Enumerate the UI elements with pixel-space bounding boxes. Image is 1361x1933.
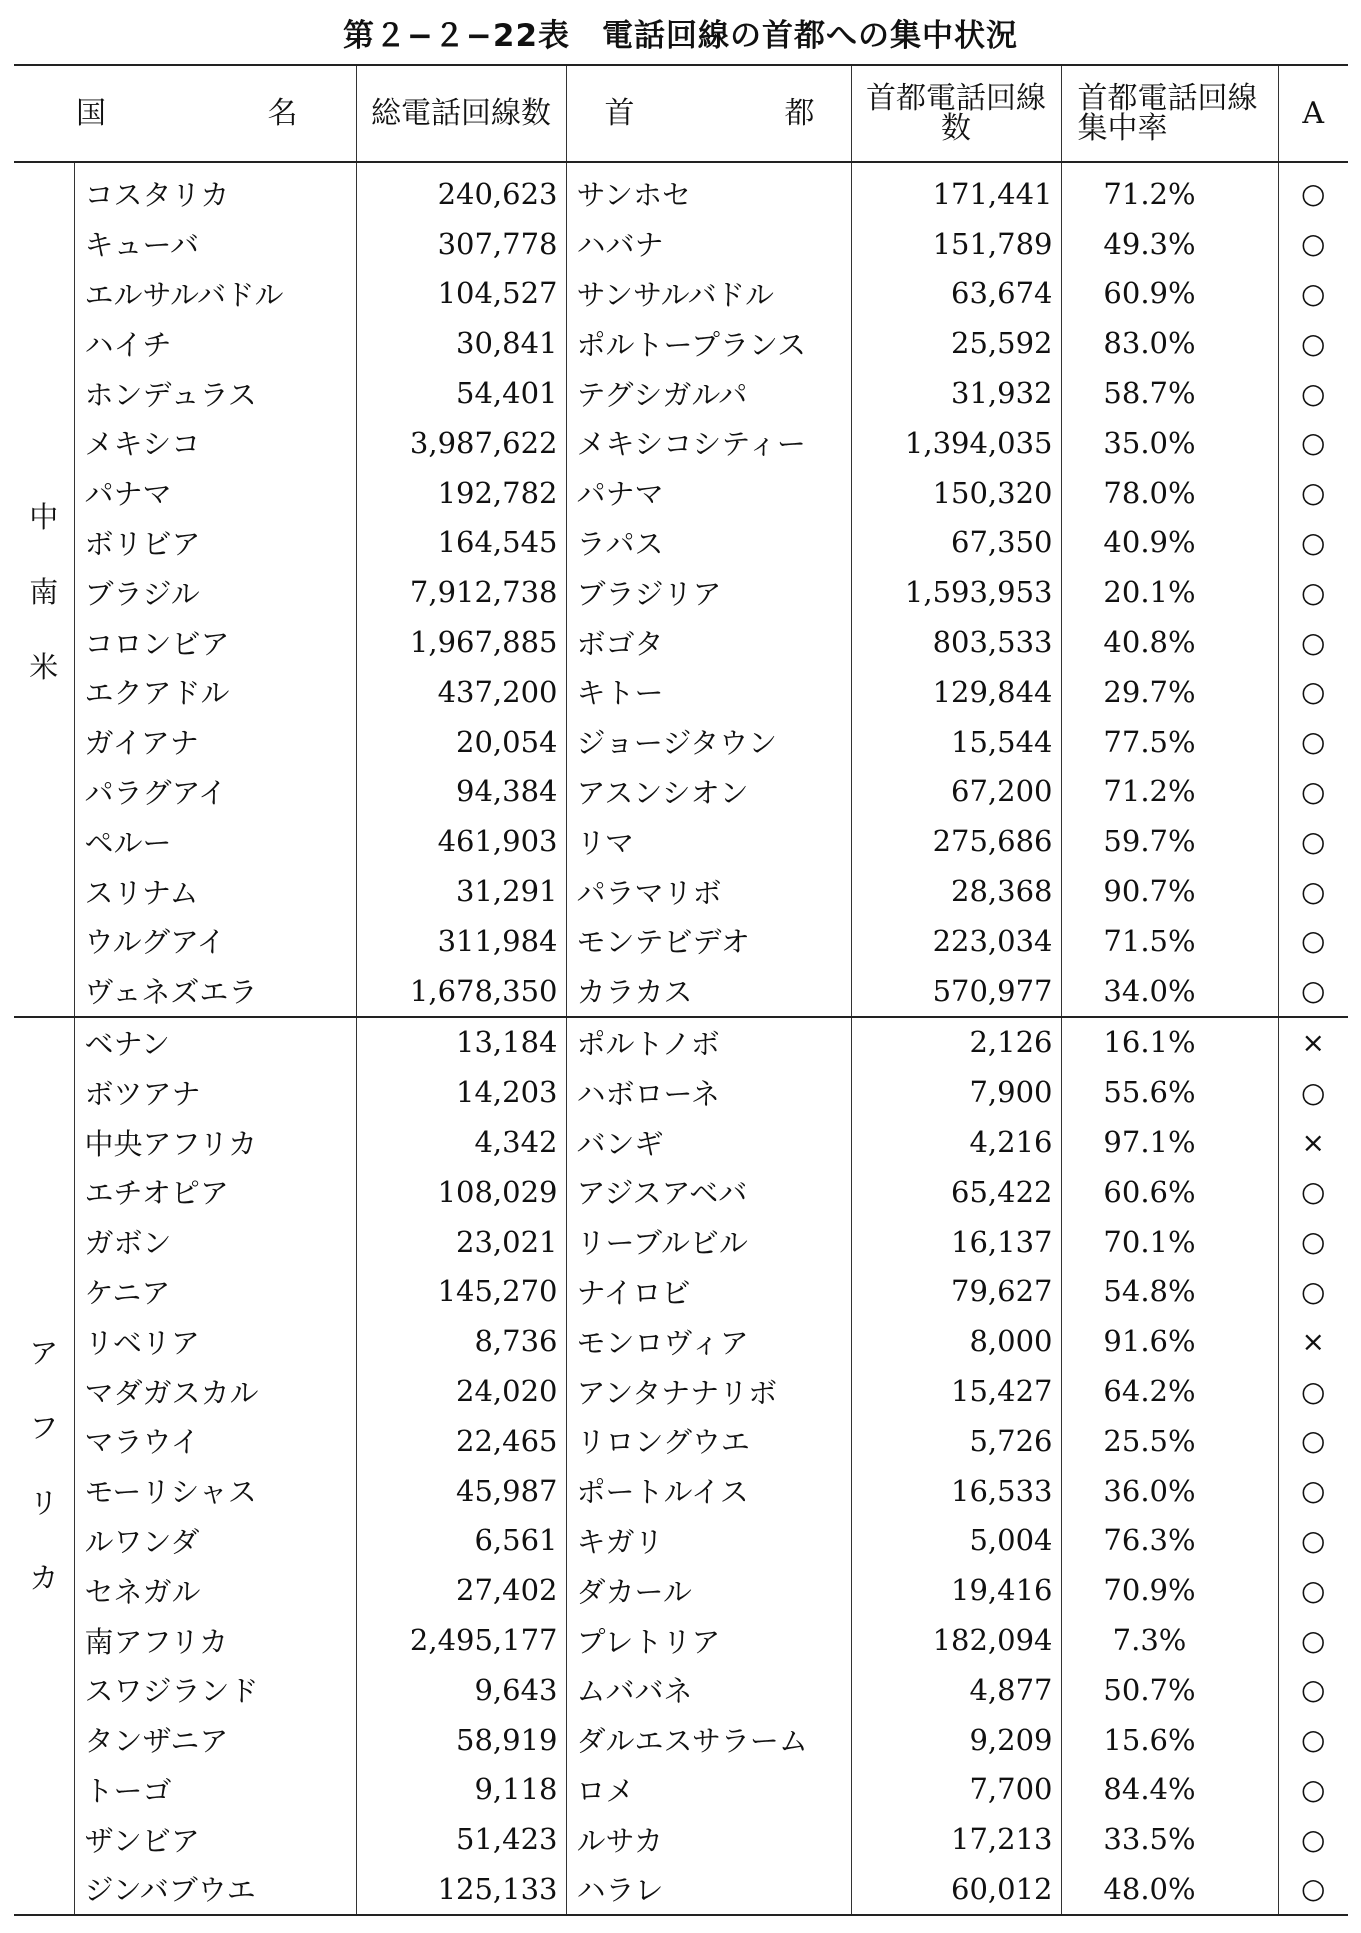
country-cell: エルサルバドル — [74, 269, 356, 319]
region-name-char: 米 — [29, 649, 59, 684]
a-mark-cell: ○ — [1278, 1067, 1348, 1117]
region-name-char: 南 — [29, 574, 59, 609]
table-body — [14, 162, 1348, 1915]
capital-lines-cell: 16,533 — [851, 1466, 1061, 1516]
region-name-char: ア — [29, 1335, 59, 1370]
total-lines-cell: 8,736 — [356, 1316, 566, 1366]
header-rate-line1: 首都電話回線 — [1077, 80, 1258, 116]
country-cell: エクアドル — [74, 667, 356, 717]
a-mark-cell: ○ — [1278, 1864, 1348, 1915]
concentration-rate-cell: 84.4% — [1061, 1765, 1278, 1815]
concentration-rate-cell: 90.7% — [1061, 866, 1278, 916]
capital-cell: バンギ — [566, 1117, 851, 1167]
table-row — [14, 1565, 1348, 1615]
a-mark-cell: ○ — [1278, 219, 1348, 269]
region-name-char: カ — [29, 1560, 59, 1595]
table-row — [14, 1765, 1348, 1815]
country-cell: ジンバブウエ — [74, 1864, 356, 1915]
total-lines-cell: 14,203 — [356, 1067, 566, 1117]
a-mark-cell: ○ — [1278, 418, 1348, 468]
capital-cell: ハボローネ — [566, 1067, 851, 1117]
capital-lines-cell: 4,877 — [851, 1665, 1061, 1715]
capital-lines-cell: 803,533 — [851, 617, 1061, 667]
total-lines-cell: 125,133 — [356, 1864, 566, 1915]
table-row — [14, 162, 1348, 219]
concentration-rate-cell: 97.1% — [1061, 1117, 1278, 1167]
concentration-rate-cell: 49.3% — [1061, 219, 1278, 269]
header-a: A — [1278, 65, 1348, 162]
header-rate-line2: 集中率 — [1077, 110, 1168, 146]
concentration-rate-cell: 16.1% — [1061, 1017, 1278, 1068]
capital-lines-cell: 2,126 — [851, 1017, 1061, 1068]
capital-cell: モンロヴィア — [566, 1316, 851, 1366]
table-row — [14, 667, 1348, 717]
a-mark-cell: ○ — [1278, 1516, 1348, 1566]
total-lines-cell: 145,270 — [356, 1267, 566, 1317]
country-cell: コスタリカ — [74, 162, 356, 219]
a-mark-cell: ○ — [1278, 916, 1348, 966]
capital-cell: ポルトープランス — [566, 318, 851, 368]
capital-cell: キガリ — [566, 1516, 851, 1566]
concentration-rate-cell: 35.0% — [1061, 418, 1278, 468]
a-mark-cell: ○ — [1278, 518, 1348, 568]
capital-lines-cell: 151,789 — [851, 219, 1061, 269]
capital-lines-cell: 15,544 — [851, 717, 1061, 767]
total-lines-cell: 24,020 — [356, 1366, 566, 1416]
capital-lines-cell: 16,137 — [851, 1217, 1061, 1267]
table-row — [14, 1466, 1348, 1516]
header-total-lines: 総電話回線数 — [356, 65, 566, 162]
concentration-rate-cell: 20.1% — [1061, 567, 1278, 617]
country-cell: ホンデュラス — [74, 368, 356, 418]
table-row — [14, 1167, 1348, 1217]
country-cell: エチオピア — [74, 1167, 356, 1217]
a-mark-cell: ○ — [1278, 1765, 1348, 1815]
country-cell: コロンビア — [74, 617, 356, 667]
total-lines-cell: 9,118 — [356, 1765, 566, 1815]
concentration-rate-cell: 36.0% — [1061, 1466, 1278, 1516]
a-mark-cell: ○ — [1278, 717, 1348, 767]
a-mark-cell: ○ — [1278, 318, 1348, 368]
capital-lines-cell: 19,416 — [851, 1565, 1061, 1615]
concentration-rate-cell: 33.5% — [1061, 1814, 1278, 1864]
capital-lines-cell: 129,844 — [851, 667, 1061, 717]
a-mark-cell: ○ — [1278, 368, 1348, 418]
capital-lines-cell: 9,209 — [851, 1715, 1061, 1765]
total-lines-cell: 30,841 — [356, 318, 566, 368]
total-lines-cell: 461,903 — [356, 816, 566, 866]
total-lines-cell: 2,495,177 — [356, 1615, 566, 1665]
a-mark-cell: ○ — [1278, 468, 1348, 518]
concentration-rate-cell: 48.0% — [1061, 1864, 1278, 1915]
capital-cell: サンサルバドル — [566, 269, 851, 319]
a-mark-cell: ○ — [1278, 617, 1348, 667]
table-row — [14, 1267, 1348, 1317]
concentration-rate-cell: 34.0% — [1061, 966, 1278, 1017]
a-mark-cell: ○ — [1278, 866, 1348, 916]
total-lines-cell: 1,967,885 — [356, 617, 566, 667]
capital-lines-cell: 5,004 — [851, 1516, 1061, 1566]
region-name-char: フ — [29, 1410, 59, 1445]
capital-lines-cell: 67,350 — [851, 518, 1061, 568]
total-lines-cell: 22,465 — [356, 1416, 566, 1466]
a-mark-cell: × — [1278, 1017, 1348, 1068]
a-mark-cell: × — [1278, 1117, 1348, 1167]
table-row — [14, 1864, 1348, 1915]
table-row — [14, 269, 1348, 319]
capital-cell: アスンシオン — [566, 767, 851, 817]
country-cell: ザンビア — [74, 1814, 356, 1864]
capital-cell: ジョージタウン — [566, 717, 851, 767]
concentration-rate-cell: 29.7% — [1061, 667, 1278, 717]
total-lines-cell: 192,782 — [356, 468, 566, 518]
concentration-rate-cell: 76.3% — [1061, 1516, 1278, 1566]
capital-cell: アジスアベバ — [566, 1167, 851, 1217]
header-country-a: 国 — [76, 95, 106, 131]
total-lines-cell: 54,401 — [356, 368, 566, 418]
table-row — [14, 1615, 1348, 1665]
total-lines-cell: 240,623 — [356, 162, 566, 219]
total-lines-cell: 3,987,622 — [356, 418, 566, 468]
table-row — [14, 567, 1348, 617]
a-mark-cell: × — [1278, 1316, 1348, 1366]
table-row — [14, 966, 1348, 1017]
total-lines-cell: 1,678,350 — [356, 966, 566, 1017]
capital-cell: ダルエスサラーム — [566, 1715, 851, 1765]
total-lines-cell: 437,200 — [356, 667, 566, 717]
country-cell: ベナン — [74, 1017, 356, 1068]
table-header — [14, 65, 1348, 162]
concentration-rate-cell: 60.9% — [1061, 269, 1278, 319]
capital-lines-cell: 25,592 — [851, 318, 1061, 368]
a-mark-cell: ○ — [1278, 1366, 1348, 1416]
concentration-rate-cell: 15.6% — [1061, 1715, 1278, 1765]
capital-cell: ポートルイス — [566, 1466, 851, 1516]
capital-cell: ハラレ — [566, 1864, 851, 1915]
country-cell: トーゴ — [74, 1765, 356, 1815]
capital-cell: ナイロビ — [566, 1267, 851, 1317]
total-lines-cell: 13,184 — [356, 1017, 566, 1068]
a-mark-cell: ○ — [1278, 1167, 1348, 1217]
table-row — [14, 418, 1348, 468]
table-row — [14, 1416, 1348, 1466]
table-row — [14, 816, 1348, 866]
capital-cell: メキシコシティー — [566, 418, 851, 468]
a-mark-cell: ○ — [1278, 162, 1348, 219]
country-cell: セネガル — [74, 1565, 356, 1615]
concentration-rate-cell: 50.7% — [1061, 1665, 1278, 1715]
header-row — [14, 65, 1348, 162]
a-mark-cell: ○ — [1278, 567, 1348, 617]
concentration-rate-cell: 77.5% — [1061, 717, 1278, 767]
a-mark-cell: ○ — [1278, 1217, 1348, 1267]
country-cell: マダガスカル — [74, 1366, 356, 1416]
a-mark-cell: ○ — [1278, 966, 1348, 1017]
region-africa — [14, 1017, 74, 1915]
country-cell: スリナム — [74, 866, 356, 916]
table-row — [14, 1814, 1348, 1864]
total-lines-cell: 4,342 — [356, 1117, 566, 1167]
capital-cell: パラマリボ — [566, 866, 851, 916]
concentration-rate-cell: 91.6% — [1061, 1316, 1278, 1366]
capital-lines-cell: 7,700 — [851, 1765, 1061, 1815]
capital-cell: ロメ — [566, 1765, 851, 1815]
country-cell: ペルー — [74, 816, 356, 866]
capital-cell: リマ — [566, 816, 851, 866]
country-cell: ブラジル — [74, 567, 356, 617]
table-row — [14, 1067, 1348, 1117]
table-row — [14, 916, 1348, 966]
a-mark-cell: ○ — [1278, 767, 1348, 817]
country-cell: メキシコ — [74, 418, 356, 468]
table-row — [14, 1715, 1348, 1765]
capital-cell: ブラジリア — [566, 567, 851, 617]
table-row — [14, 1217, 1348, 1267]
total-lines-cell: 45,987 — [356, 1466, 566, 1516]
capital-cell: アンタナナリボ — [566, 1366, 851, 1416]
region-name-char: 中 — [29, 499, 59, 534]
capital-lines-cell: 150,320 — [851, 468, 1061, 518]
a-mark-cell: ○ — [1278, 1466, 1348, 1516]
table-row — [14, 1316, 1348, 1366]
country-cell: パラグアイ — [74, 767, 356, 817]
total-lines-cell: 94,384 — [356, 767, 566, 817]
capital-cell: テグシガルパ — [566, 368, 851, 418]
capital-lines-cell: 171,441 — [851, 162, 1061, 219]
country-cell: リベリア — [74, 1316, 356, 1366]
concentration-rate-cell: 25.5% — [1061, 1416, 1278, 1466]
capital-cell: ハバナ — [566, 219, 851, 269]
capital-cell: ポルトノボ — [566, 1017, 851, 1068]
a-mark-cell: ○ — [1278, 667, 1348, 717]
country-cell: モーリシャス — [74, 1466, 356, 1516]
table-title: 第２−２−22表 電話回線の首都への集中状況 — [342, 18, 1019, 54]
total-lines-cell: 307,778 — [356, 219, 566, 269]
header-capital — [566, 65, 851, 162]
concentration-rate-cell: 71.2% — [1061, 767, 1278, 817]
table-row — [14, 1516, 1348, 1566]
capital-cell: キトー — [566, 667, 851, 717]
concentration-rate-cell: 83.0% — [1061, 318, 1278, 368]
capital-lines-cell: 17,213 — [851, 1814, 1061, 1864]
concentration-rate-cell: 64.2% — [1061, 1366, 1278, 1416]
concentration-rate-cell: 78.0% — [1061, 468, 1278, 518]
capital-cell: ムババネ — [566, 1665, 851, 1715]
capital-lines-cell: 63,674 — [851, 269, 1061, 319]
capital-cell: パナマ — [566, 468, 851, 518]
country-cell: ボリビア — [74, 518, 356, 568]
capital-cell: ルサカ — [566, 1814, 851, 1864]
a-mark-cell: ○ — [1278, 1416, 1348, 1466]
a-mark-cell: ○ — [1278, 1565, 1348, 1615]
table-row — [14, 1665, 1348, 1715]
country-cell: 南アフリカ — [74, 1615, 356, 1665]
capital-lines-cell: 7,900 — [851, 1067, 1061, 1117]
total-lines-cell: 6,561 — [356, 1516, 566, 1566]
table-row — [14, 866, 1348, 916]
header-capital-lines: 首都電話回線数 — [851, 65, 1061, 162]
total-lines-cell: 31,291 — [356, 866, 566, 916]
capital-lines-cell: 570,977 — [851, 966, 1061, 1017]
country-cell: スワジランド — [74, 1665, 356, 1715]
a-mark-cell: ○ — [1278, 816, 1348, 866]
concentration-rate-cell: 59.7% — [1061, 816, 1278, 866]
table-row — [14, 318, 1348, 368]
capital-concentration-table — [14, 64, 1348, 1916]
country-cell: ヴェネズエラ — [74, 966, 356, 1017]
country-cell: ウルグアイ — [74, 916, 356, 966]
capital-lines-cell: 31,932 — [851, 368, 1061, 418]
country-cell: タンザニア — [74, 1715, 356, 1765]
capital-lines-cell: 28,368 — [851, 866, 1061, 916]
capital-cell: ラパス — [566, 518, 851, 568]
country-cell: ケニア — [74, 1267, 356, 1317]
table-row — [14, 767, 1348, 817]
capital-lines-cell: 1,593,953 — [851, 567, 1061, 617]
capital-lines-cell: 223,034 — [851, 916, 1061, 966]
total-lines-cell: 23,021 — [356, 1217, 566, 1267]
table-row — [14, 1017, 1348, 1068]
total-lines-cell: 108,029 — [356, 1167, 566, 1217]
capital-lines-cell: 5,726 — [851, 1416, 1061, 1466]
a-mark-cell: ○ — [1278, 1814, 1348, 1864]
concentration-rate-cell: 40.8% — [1061, 617, 1278, 667]
header-rate — [1061, 65, 1278, 162]
capital-cell: サンホセ — [566, 162, 851, 219]
country-cell: パナマ — [74, 468, 356, 518]
table-row — [14, 468, 1348, 518]
capital-cell: カラカス — [566, 966, 851, 1017]
country-cell: ガイアナ — [74, 717, 356, 767]
country-cell: ルワンダ — [74, 1516, 356, 1566]
country-cell: 中央アフリカ — [74, 1117, 356, 1167]
region-name-char: リ — [29, 1485, 59, 1520]
concentration-rate-cell: 40.9% — [1061, 518, 1278, 568]
concentration-rate-cell: 55.6% — [1061, 1067, 1278, 1117]
table-row — [14, 1117, 1348, 1167]
capital-lines-cell: 60,012 — [851, 1864, 1061, 1915]
capital-cell: リーブルビル — [566, 1217, 851, 1267]
capital-cell: ボゴタ — [566, 617, 851, 667]
table-row — [14, 617, 1348, 667]
a-mark-cell: ○ — [1278, 1715, 1348, 1765]
capital-lines-cell: 8,000 — [851, 1316, 1061, 1366]
total-lines-cell: 51,423 — [356, 1814, 566, 1864]
total-lines-cell: 104,527 — [356, 269, 566, 319]
concentration-rate-cell: 58.7% — [1061, 368, 1278, 418]
region-latin-america — [14, 162, 74, 1017]
capital-cell: プレトリア — [566, 1615, 851, 1665]
a-mark-cell: ○ — [1278, 1267, 1348, 1317]
concentration-rate-cell: 7.3% — [1061, 1615, 1278, 1665]
country-cell: マラウイ — [74, 1416, 356, 1466]
capital-cell: ダカール — [566, 1565, 851, 1615]
capital-lines-cell: 182,094 — [851, 1615, 1061, 1665]
header-country-b: 名 — [267, 95, 298, 131]
country-cell: ボツアナ — [74, 1067, 356, 1117]
concentration-rate-cell: 71.2% — [1061, 162, 1278, 219]
table-row — [14, 219, 1348, 269]
country-cell: ガボン — [74, 1217, 356, 1267]
header-capital-a: 首 — [604, 95, 635, 131]
concentration-rate-cell: 60.6% — [1061, 1167, 1278, 1217]
concentration-rate-cell: 71.5% — [1061, 916, 1278, 966]
concentration-rate-cell: 70.1% — [1061, 1217, 1278, 1267]
country-cell: ハイチ — [74, 318, 356, 368]
capital-lines-cell: 65,422 — [851, 1167, 1061, 1217]
capital-lines-cell: 4,216 — [851, 1117, 1061, 1167]
table-row — [14, 1366, 1348, 1416]
a-mark-cell: ○ — [1278, 1665, 1348, 1715]
header-country — [14, 65, 356, 162]
table-row — [14, 518, 1348, 568]
capital-lines-cell: 1,394,035 — [851, 418, 1061, 468]
capital-lines-cell: 15,427 — [851, 1366, 1061, 1416]
table-row — [14, 717, 1348, 767]
capital-lines-cell: 79,627 — [851, 1267, 1061, 1317]
concentration-rate-cell: 70.9% — [1061, 1565, 1278, 1615]
concentration-rate-cell: 54.8% — [1061, 1267, 1278, 1317]
capital-lines-cell: 67,200 — [851, 767, 1061, 817]
country-cell: キューバ — [74, 219, 356, 269]
total-lines-cell: 7,912,738 — [356, 567, 566, 617]
total-lines-cell: 20,054 — [356, 717, 566, 767]
capital-cell: リロングウエ — [566, 1416, 851, 1466]
a-mark-cell: ○ — [1278, 269, 1348, 319]
total-lines-cell: 27,402 — [356, 1565, 566, 1615]
capital-lines-cell: 275,686 — [851, 816, 1061, 866]
total-lines-cell: 58,919 — [356, 1715, 566, 1765]
total-lines-cell: 9,643 — [356, 1665, 566, 1715]
table-row — [14, 368, 1348, 418]
total-lines-cell: 311,984 — [356, 916, 566, 966]
capital-cell: モンテビデオ — [566, 916, 851, 966]
header-capital-b: 都 — [784, 95, 815, 131]
total-lines-cell: 164,545 — [356, 518, 566, 568]
a-mark-cell: ○ — [1278, 1615, 1348, 1665]
